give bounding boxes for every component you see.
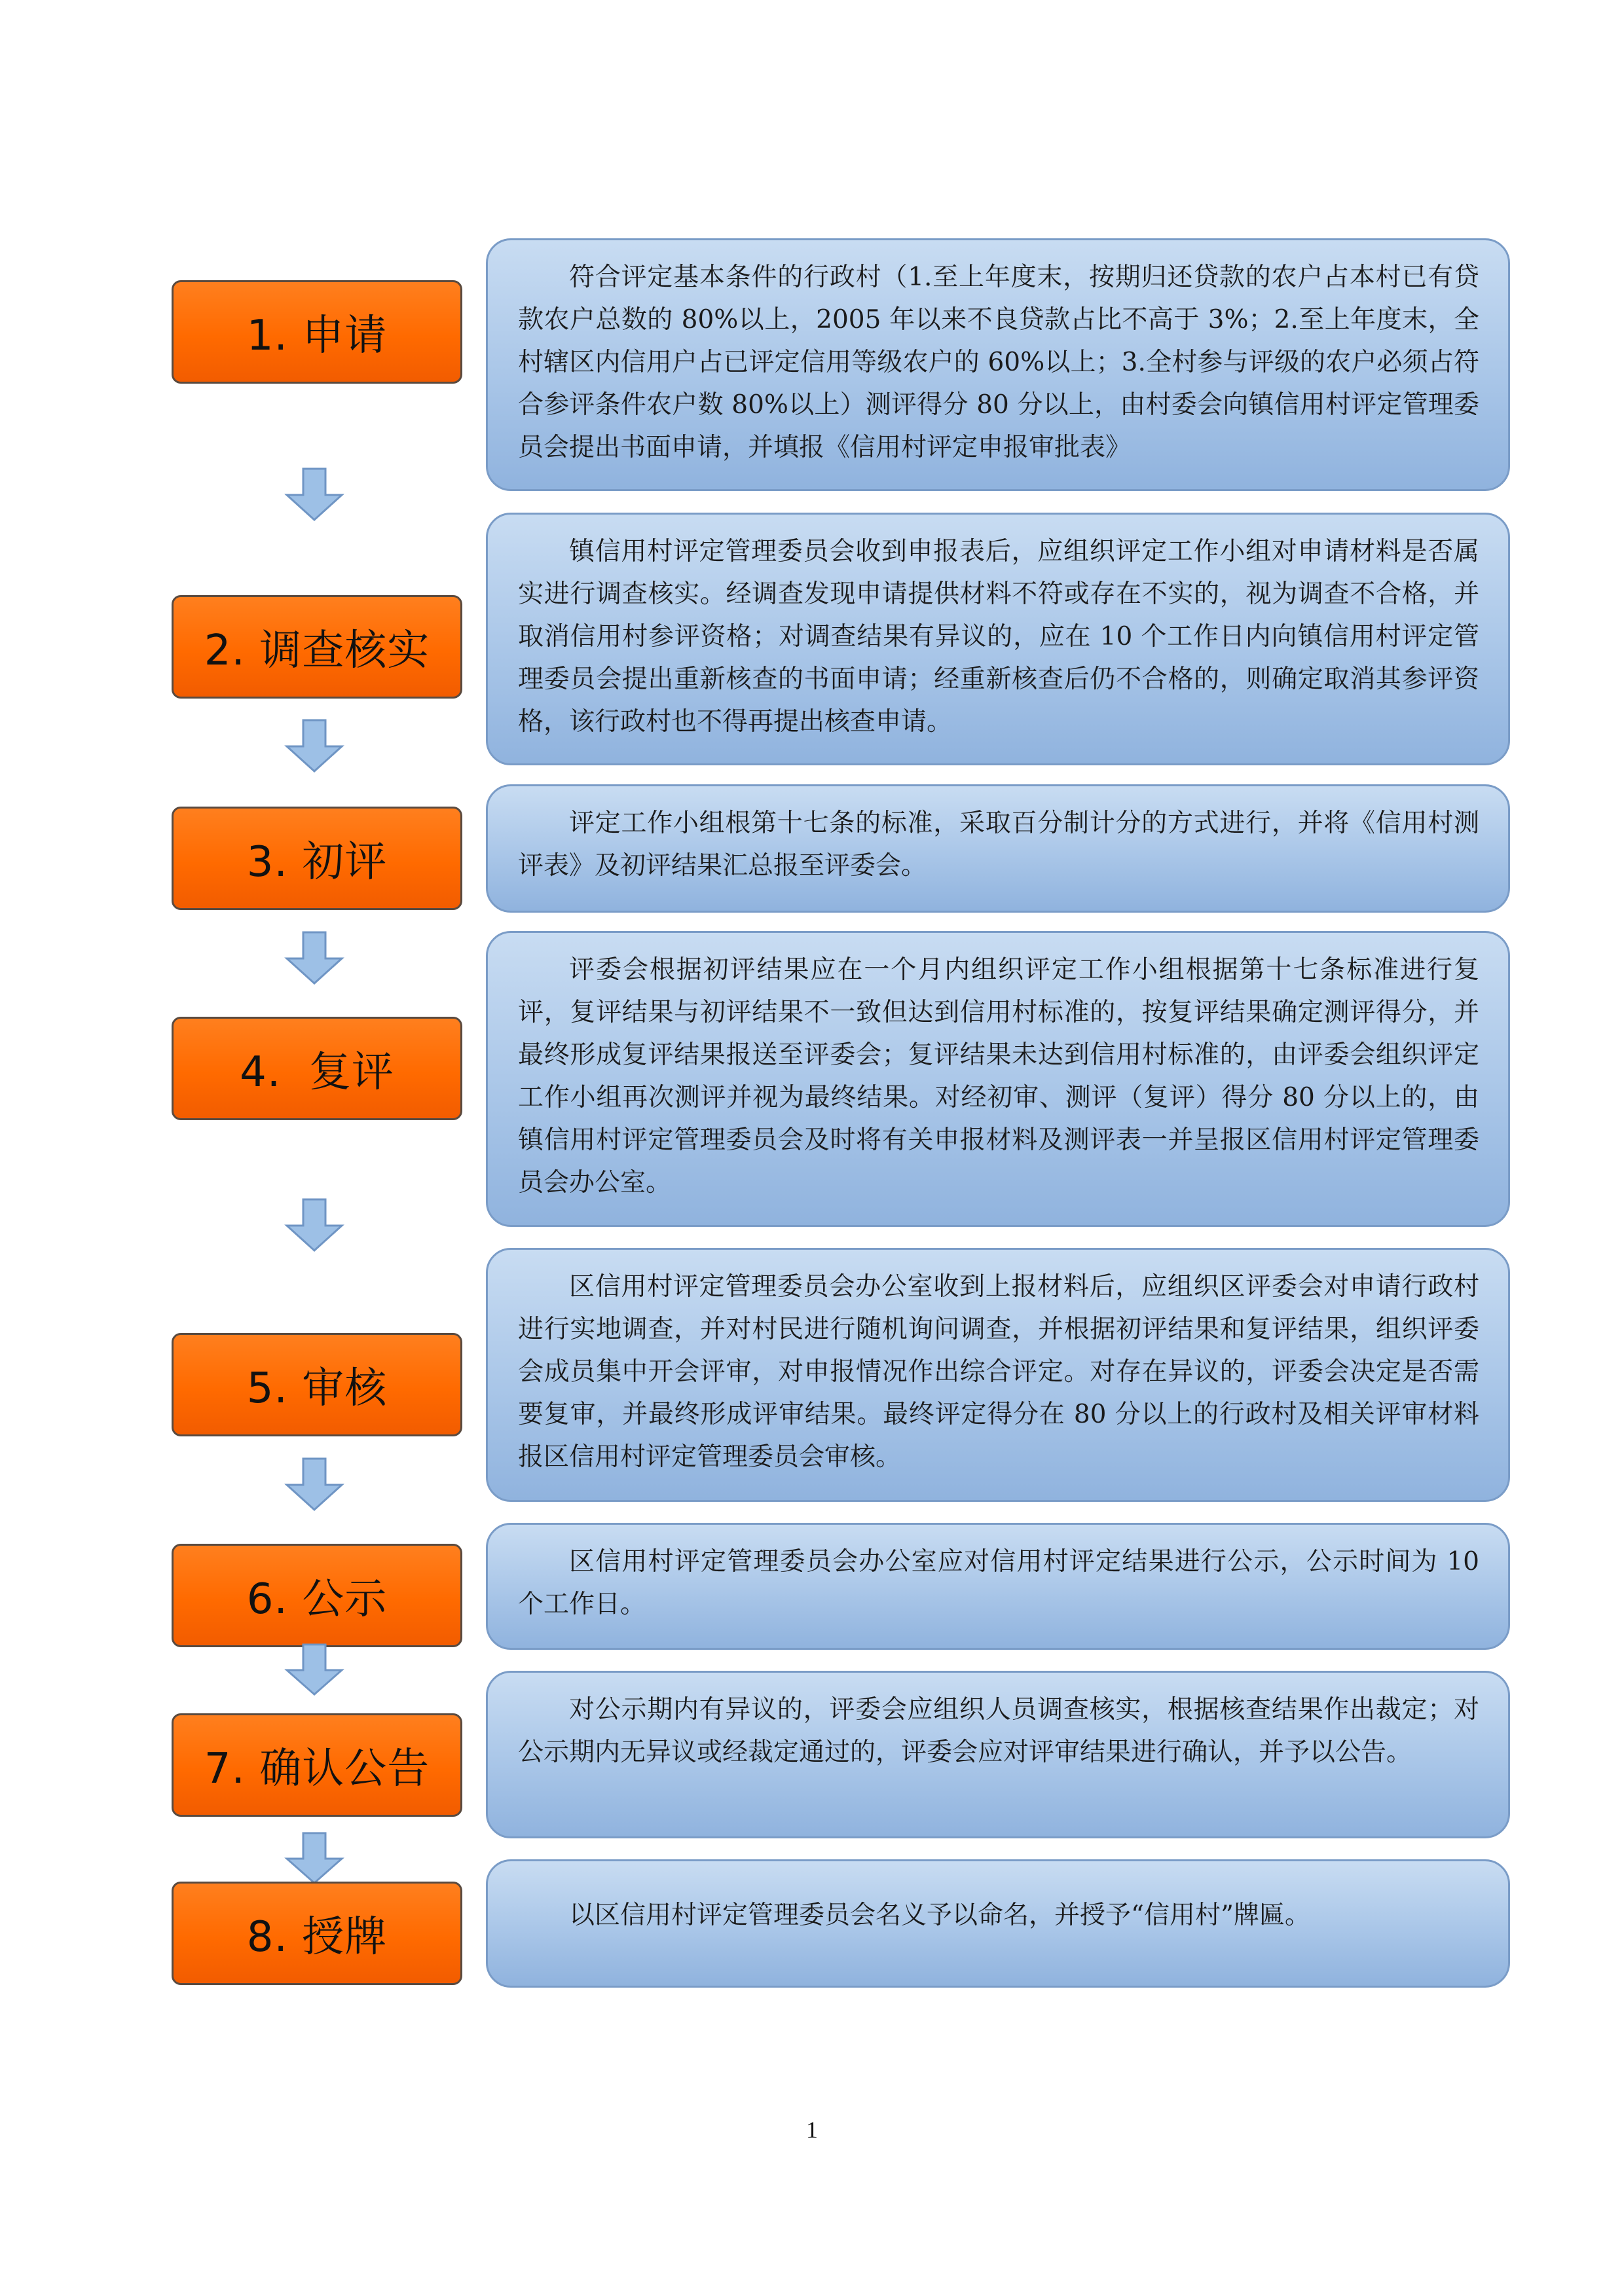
step-4-box [172, 1017, 462, 1120]
down-arrow-icon [284, 1198, 344, 1252]
step-4-description-box [486, 931, 1510, 1227]
down-arrow-icon [284, 1832, 344, 1884]
step-8-label: 8. 授牌 [246, 1913, 388, 1961]
step-3-description: 评定工作小组根第十七条的标准，采取百分制计分的方式进行，并将《信用村测评表》及初评结果汇总报至评委会。 [518, 809, 1479, 881]
step-1-box [172, 280, 462, 384]
step-3-box [172, 807, 462, 910]
step-5-box [172, 1333, 462, 1436]
step-8-description-box [486, 1859, 1510, 1988]
down-arrow-icon [284, 1457, 344, 1511]
step-7-box [172, 1713, 462, 1817]
step-2-box [172, 595, 462, 699]
step-3-description-box [486, 784, 1510, 913]
step-1-description-box [486, 238, 1510, 491]
down-arrow-icon [284, 931, 344, 985]
step-6-description-box [486, 1523, 1510, 1650]
step-2-description-box [486, 513, 1510, 765]
step-7-description: 对公示期内有异议的，评委会应组织人员调查核实，根据核查结果作出裁定；对公示期内无异议或经裁定通过的，评委会应对评审结果进行确认，并予以公告。 [518, 1695, 1479, 1767]
step-7-label: 7. 确认公告 [204, 1745, 430, 1793]
down-arrow-icon [284, 467, 344, 521]
step-7-description-box [486, 1671, 1510, 1838]
down-arrow-icon [284, 719, 344, 773]
step-5-description-box [486, 1248, 1510, 1502]
step-6-description: 区信用村评定管理委员会办公室应对信用村评定结果进行公示，公示时间为 10 个工作日。 [518, 1547, 1479, 1619]
step-4-label: 4. 复评 [240, 1048, 394, 1097]
step-5-label: 5. 审核 [246, 1364, 388, 1413]
down-arrow-icon [284, 1643, 344, 1696]
step-2-description: 镇信用村评定管理委员会收到申报表后，应组织评定工作小组对申请材料是否属实进行调查核实。经调查发现申请提供材料不符或存在不实的，视为调查不合格，并取消信用村参评资格；对调查结果有异议的，应在 10 个工作日内向镇信用村评定管理委员会提出重新核查的书面申请；经重新核查后仍不合格的，则确定取消其参评资格，该行政村也不得再提出核查申请。 [518, 537, 1479, 737]
step-1-description: 符合评定基本条件的行政村（1.至上年度末，按期归还贷款的农户占本村已有贷款农户总数的 80%以上，2005 年以来不良贷款占比不高于 3%；2.至上年度末，全村辖区内信用户占已评定信用等级农户的 60%以上；3.全村参与评级的农户必须占符合参评条件农户数 80%以上）测评得分 80 分以上，由村委会向镇信用村评定管理委员会提出书面申请，并填报《信用村评定申报审批表》 [518, 263, 1479, 462]
step-2-label: 2. 调查核实 [204, 627, 430, 675]
step-6-box [172, 1544, 462, 1647]
step-6-label: 6. 公示 [246, 1575, 388, 1624]
step-8-box [172, 1882, 462, 1985]
step-5-description: 区信用村评定管理委员会办公室收到上报材料后，应组织区评委会对申请行政村进行实地调查，并对村民进行随机询问调查，并根据初评结果和复评结果，组织评委会成员集中开会评审，对申报情况作出综合评定。对存在异议的，评委会决定是否需要复审，并最终形成评审结果。最终评定得分在 80 分以上的行政村及相关评审材料报区信用村评定管理委员会审核。 [518, 1272, 1479, 1472]
step-3-label: 3. 初评 [246, 838, 388, 886]
step-8-description: 以区信用村评定管理委员会名义予以命名，并授予“信用村”牌匾。 [569, 1901, 1310, 1930]
page-number: 1 [806, 2117, 818, 2143]
step-4-description: 评委会根据初评结果应在一个月内组织评定工作小组根据第十七条标准进行复评，复评结果与初评结果不一致但达到信用村标准的，按复评结果确定测评得分，并最终形成复评结果报送至评委会；复评结果未达到信用村标准的，由评委会组织评定工作小组再次测评并视为最终结果。对经初审、测评（复评）得分 80 分以上的，由镇信用村评定管理委员会及时将有关申报材料及测评表一并呈报区信用村评定管理委员会办公室。 [518, 955, 1479, 1197]
step-1-label: 1. 申请 [246, 312, 388, 360]
